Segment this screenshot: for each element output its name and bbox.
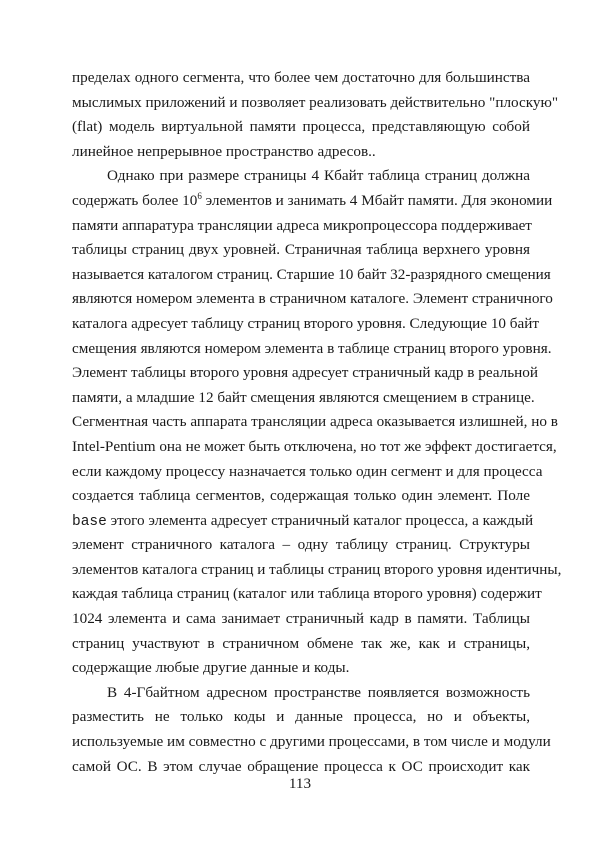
text-line: называется каталогом страниц. Старшие 10 байт 32-разрядного смещения xyxy=(72,265,551,283)
text-line: Однако при размере страницы 4 Кбайт таблица страниц должна xyxy=(107,167,530,185)
text-line: содержащие любые другие данные и коды. xyxy=(72,659,350,677)
text-line: В 4-Гбайтном адресном пространстве появляется возможность xyxy=(107,683,530,701)
text-line-with-superscript xyxy=(72,189,553,214)
text-line: самой ОС. В этом случае обращение процесса к ОС происходит как xyxy=(72,757,530,775)
text-line: создается таблица сегментов, содержащая только один элемент. Поле xyxy=(72,487,530,505)
paragraph-3 xyxy=(72,681,551,779)
paragraph-2 xyxy=(72,164,562,680)
text-line: элементов каталога страниц и таблицы страниц второго уровня идентичны, xyxy=(72,560,562,578)
text-line: таблицы страниц двух уровней. Страничная таблица верхнего уровня xyxy=(72,241,530,259)
text-line: линейное непрерывное пространство адресов.. xyxy=(72,142,376,160)
text-line: разместить не только коды и данные процесса, но и объекты, xyxy=(72,708,530,726)
text-line: мыслимых приложений и позволяет реализовать действительно "плоскую" xyxy=(72,93,559,111)
text-line: памяти, а младшие 12 байт смещения являются смещением в странице. xyxy=(72,388,535,406)
text-line: смещения являются номером элемента в таблице страниц второго уровня. xyxy=(72,339,552,357)
text-line: Intel-Pentium она не может быть отключена, но тот же эффект достигается, xyxy=(72,437,557,455)
text-line: каталога адресует таблицу страниц второго уровня. Следующие 10 байт xyxy=(72,314,540,332)
text-line: 1024 элемента и сама занимает страничный кадр в памяти. Таблицы xyxy=(72,610,530,628)
text-fragment: элементов и занимать 4 Мбайт памяти. Для экономии xyxy=(201,191,553,209)
text-line-with-code xyxy=(72,509,534,534)
text-line: Сегментная часть аппарата трансляции адреса оказывается излишней, но в xyxy=(72,413,558,431)
text-line: используемые им совместно с другими процессами, в том числе и модули xyxy=(72,733,551,751)
page-number: 113 xyxy=(288,775,312,792)
text-fragment: этого элемента адресует страничный каталог процесса, а каждый xyxy=(106,511,534,529)
code-term-base: base xyxy=(72,513,107,530)
text-line: страниц участвуют в страничном обмене так же, как и страницы, xyxy=(72,634,530,652)
text-line: если каждому процессу назначается только один сегмент и для процесса xyxy=(72,462,543,480)
superscript-exponent: 6 xyxy=(197,190,202,201)
text-line: пределах одного сегмента, что более чем достаточно для большинства xyxy=(72,69,530,86)
paragraph-1 xyxy=(72,66,559,164)
text-line: являются номером элемента в страничном каталоге. Элемент страничного xyxy=(72,290,553,308)
text-line: Элемент таблицы второго уровня адресует страничный кадр в реальной xyxy=(72,364,538,382)
text-line: памяти аппаратура трансляции адреса микропроцессора поддерживает xyxy=(72,216,532,234)
text-line: элемент страничного каталога – одну таблицу страниц. Структуры xyxy=(72,536,530,554)
document-page xyxy=(72,66,562,779)
text-line: (flat) модель виртуальной памяти процесса, представляющую собой xyxy=(72,118,530,136)
text-fragment: содержать более 10 xyxy=(72,191,198,209)
text-line: каждая таблица страниц (каталог или таблица второго уровня) содержит xyxy=(72,585,542,603)
